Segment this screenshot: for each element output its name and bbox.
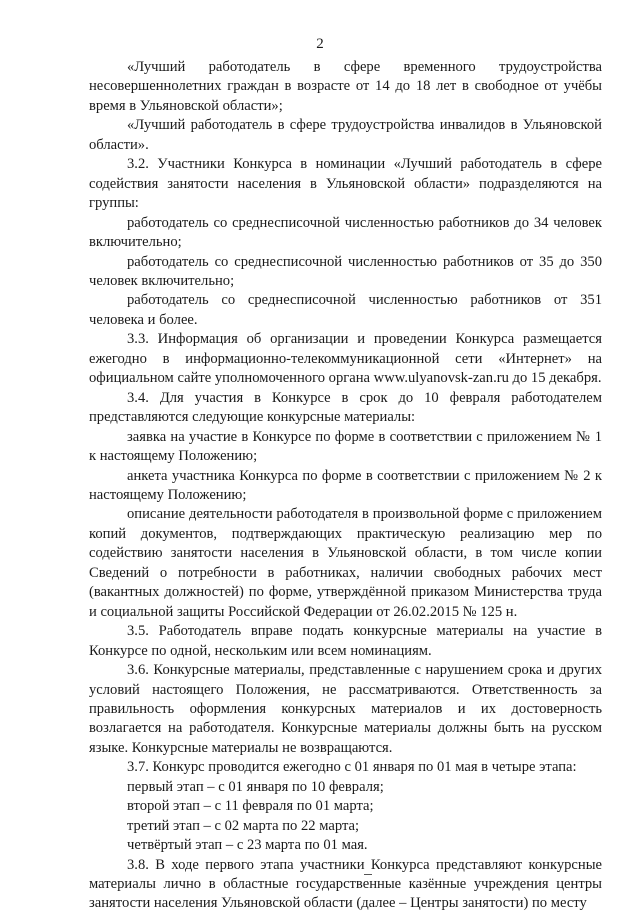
paragraph: работодатель со среднесписочной численностью работников до 34 человек включительно; <box>89 214 602 251</box>
paragraph: 3.7. Конкурс проводится ежегодно с 01 января по 01 мая в четыре этапа: <box>127 759 577 776</box>
document-body <box>89 58 602 914</box>
paragraph: 3.8. В ходе первого этапа участники Конкурса представляют конкурсные материалы лично в областные государственные казённые учреждения центры занятости населения Ульяновской области (далее – Центры занятости) по месту <box>89 856 602 912</box>
paragraph: работодатель со среднесписочной численностью работников от 35 до 350 человек включительно; <box>89 253 602 289</box>
page-number: 2 <box>316 36 324 52</box>
paragraph: 3.5. Работодатель вправе подать конкурсные материалы на участие в Конкурсе по одной, нескольким или всем номинациям. <box>89 623 602 659</box>
paragraph: «Лучший работодатель в сфере трудоустройства инвалидов в Ульяновской области». <box>89 117 602 153</box>
paragraph: заявка на участие в Конкурсе по форме в соответствии с приложением № 1 к настоящему Положению; <box>89 428 602 465</box>
scan-mark <box>364 874 372 875</box>
paragraph: 3.4. Для участия в Конкурсе в срок до 10 февраля работодателем представляются следующие конкурсные материалы: <box>89 389 602 426</box>
paragraph: второй этап – с 11 февраля по 01 марта; <box>127 798 374 815</box>
paragraph: работодатель со среднесписочной численностью работников от 351 человека и более. <box>89 292 602 328</box>
paragraph: описание деятельности работодателя в произвольной форме с приложением копий документов, подтверждающих практическую реализацию мер по содействию занятости населения в Ульяновской области, в том числе копии Сведений о потребности в работниках, наличии свободных рабочих мест (вакантных должностей) по форме, утверждённой приказом Министерства труда и социальной защиты Российской Федерации от 26.02.2015 № 125 н. <box>89 506 602 620</box>
paragraph: третий этап – с 02 марта по 22 марта; <box>127 817 360 834</box>
paragraph: «Лучший работодатель в сфере временного трудоустройства несовершеннолетних граждан в возрасте от 14 до 18 лет в свободное от учёбы время в Ульяновской области»; <box>89 59 602 114</box>
paragraph: 3.2. Участники Конкурса в номинации «Лучший работодатель в сфере содействия занятости населения в Ульяновской области» подразделяются на группы: <box>89 156 602 212</box>
paragraph: 3.6. Конкурсные материалы, представленные с нарушением срока и других условий настоящего Положения, не рассматриваются. Ответственность за правильность оформления конкурсных материалов и их достоверность возлагается на работодателя. Конкурсные материалы должны быть на русском языке. Конкурсные материалы не возвращаются. <box>89 662 602 756</box>
paragraph: четвёртый этап – с 23 марта по 01 мая. <box>127 837 368 854</box>
paragraph: первый этап – с 01 января по 10 февраля; <box>127 778 384 795</box>
paragraph: 3.3. Информация об организации и проведении Конкурса размещается ежегодно в информационно-телекоммуникационной сети «Интернет» на официальном сайте уполномоченного органа www.ulyanovsk-zan.ru до 15 декабря. <box>89 331 602 387</box>
paragraph: анкета участника Конкурса по форме в соответствии с приложением № 2 к настоящему Положению; <box>89 467 602 503</box>
